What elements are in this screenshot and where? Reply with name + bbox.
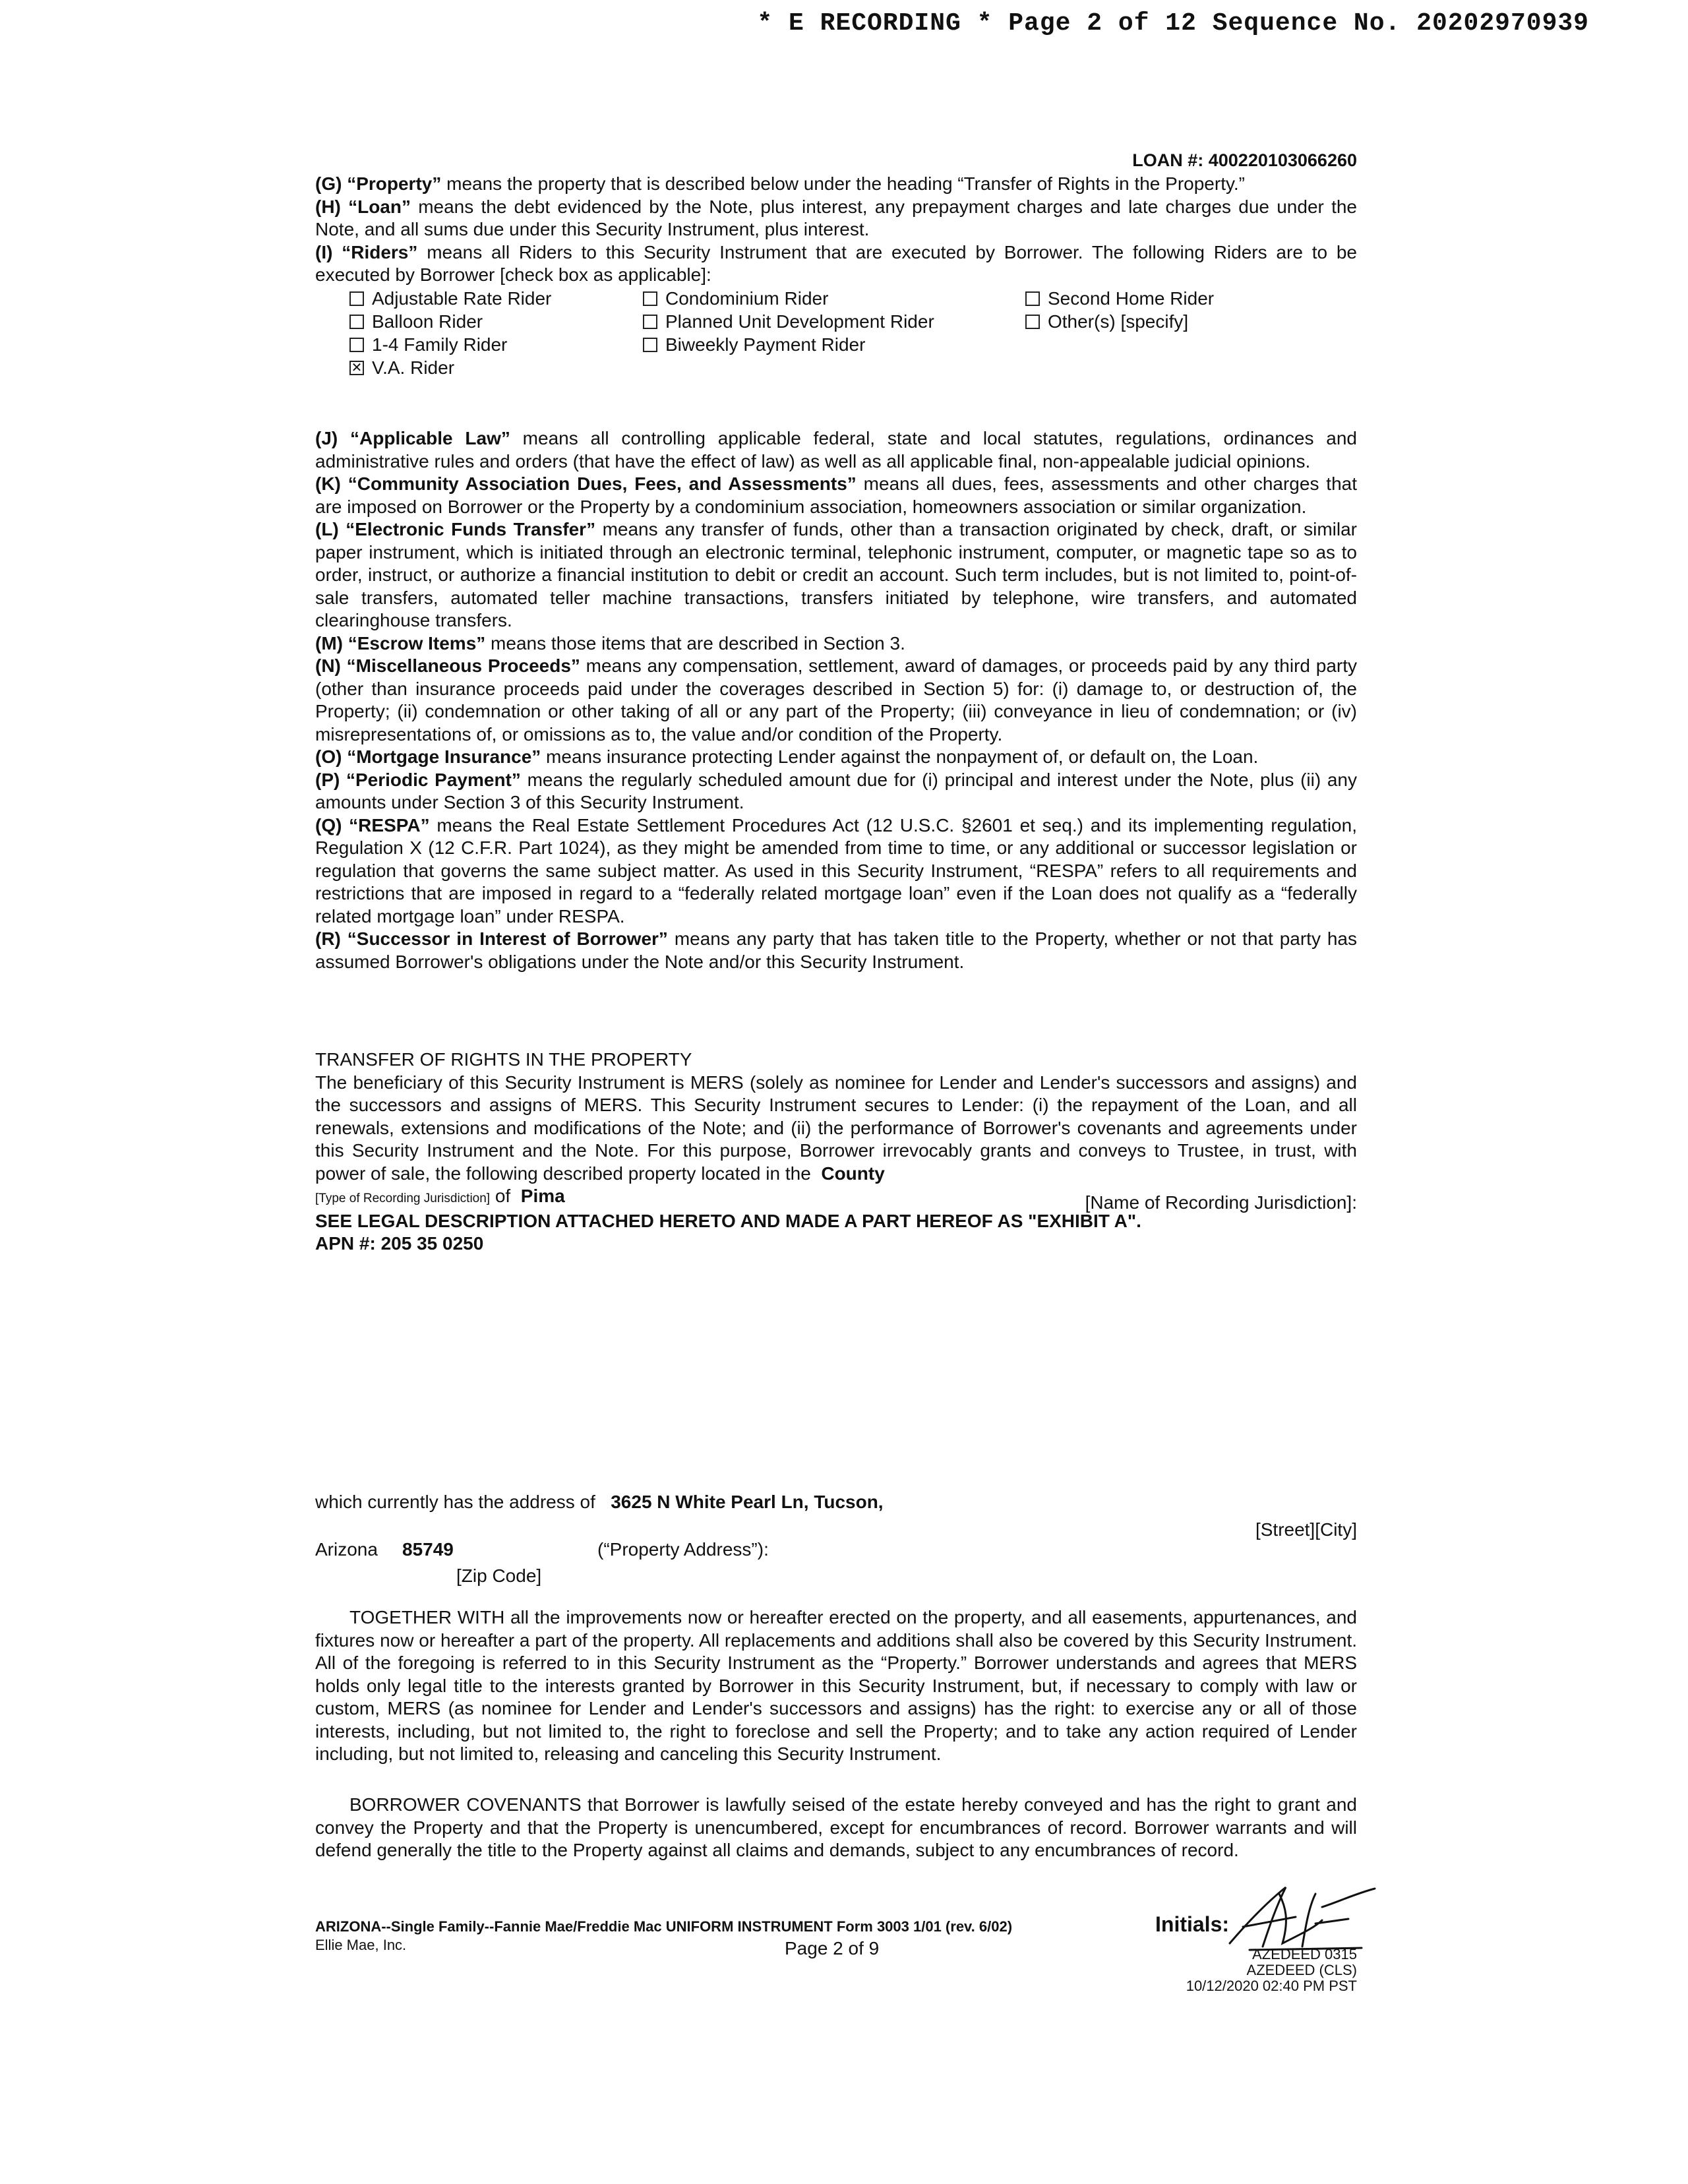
address-line [315,1492,884,1513]
rider-1-4-family[interactable] [349,334,507,355]
definition-k [315,473,1357,518]
definition-p [315,769,1357,814]
definition-term: (Q) “RESPA” [315,814,430,835]
apn-number: APN #: 205 35 0250 [315,1233,484,1254]
stamp-line-1: AZEDEED 0315 [1252,1946,1357,1962]
rider-label: Condominium Rider [665,288,829,309]
state-name: Arizona [315,1539,378,1560]
definition-text: means any transfer of funds, other than a transaction originated by check, draft, or similar paper instrument, which is initiated through an electronic terminal, telephonic instrument, computer, or magnetic tape so as to order, instruct, or authorize a financial institution to debit or credit an account. Such term includes, but is not limited to, point-of-sale transfers, automated teller machine transactions, transfers initiated by telephone, wire transfers, and automated clearinghouse transfers. [315,519,1358,630]
covenants-text: BORROWER COVENANTS that Borrower is lawfully seised of the estate hereby conveyed and has the right to grant and convey the Property and that the Property is unencumbered, except for encumbrances of record. Borrower warrants and will defend generally the title to the Property against all claims and demands, subject to any encumbrances of record. [315,1794,1357,1860]
definition-text: means any party that has taken title to the Property, whether or not that party has assumed Borrower's obligations under the Note and/or this Security Instrument. [315,928,1357,972]
checkbox[interactable] [349,338,364,352]
riders-checklist [349,288,1378,380]
initials-label: Initials: [1155,1912,1230,1936]
definition-term: (N) “Miscellaneous Proceeds” [315,655,580,676]
definition-text: means the regularly scheduled amount due for (i) principal and interest under the Note, plus (ii) any amounts under Section 3 of this Security Instrument. [315,769,1357,812]
page-number: Page 2 of 9 [785,1938,880,1958]
definition-text: means all Riders to this Security Instrument that are executed by Borrower. The following Riders are to be executed by Borrower [check box as applicable]: [315,241,1358,285]
definition-m [315,632,1357,655]
definition-text: means all dues, fees, assessments and other charges that are imposed on Borrower or the Property by a condominium association, homeowners association or similar organization. [315,473,1358,517]
rider-label: 1-4 Family Rider [372,334,508,355]
definition-term: (L) “Electronic Funds Transfer” [315,519,596,539]
street-city: 3625 N White Pearl Ln, Tucson, [611,1492,884,1512]
loan-number: LOAN #: 400220103066260 [1132,150,1357,170]
definition-r [315,928,1357,973]
zip-label: [Zip Code] [456,1565,542,1586]
definition-h [315,196,1357,241]
recording-stamp [1186,1947,1357,1994]
definition-l [315,518,1357,632]
transfer-section [315,1048,1357,1185]
stamp-line-2: AZEDEED (CLS) [1246,1962,1357,1978]
transfer-body: The beneficiary of this Security Instrument is MERS (solely as nominee for Lender and Lender's successors and assigns) and the successors and assigns of MERS. This Security Instrument secures to Lender: (i) the repayment of the Loan, and all renewals, extensions and modifications of the Note; and (ii) the performance of Borrower's covenants and agreements under this Security Instrument and the Note. For this purpose, Borrower irrevocably grants and conveys to Trustee, in trust, with power of sale, the following described property located in the [315,1072,1357,1184]
rider-label: Other(s) [specify] [1048,311,1189,332]
together-with-paragraph [315,1606,1357,1766]
street-city-label: [Street][City] [1255,1519,1357,1540]
rider-label: Adjustable Rate Rider [372,288,552,309]
definition-term: (O) “Mortgage Insurance” [315,746,541,767]
definition-j [315,427,1357,473]
recording-header: * E RECORDING * Page 2 of 12 Sequence No. 20202970939 [757,9,1589,38]
stamp-line-3: 10/12/2020 02:40 PM PST [1186,1978,1357,1994]
rider-biweekly[interactable] [643,334,865,355]
checkbox[interactable] [1025,315,1040,329]
checkbox-checked[interactable]: ✕ [349,361,364,375]
rider-label: Biweekly Payment Rider [665,334,866,355]
definition-term: (K) “Community Association Dues, Fees, and Assessments” [315,473,857,494]
address-prefix: which currently has the address of [315,1492,595,1512]
definition-g [315,173,1357,196]
covenants-paragraph [315,1794,1357,1862]
form-identifier: ARIZONA--Single Family--Fannie Mae/Freddie Mac UNIFORM INSTRUMENT Form 3003 1/01 (rev. 6/02) [315,1918,1013,1935]
legal-description: SEE LEGAL DESCRIPTION ATTACHED HERETO AND MADE A PART HEREOF AS "EXHIBIT A". [315,1211,1141,1231]
rider-label: Balloon Rider [372,311,483,332]
definition-text: means the property that is described below under the heading “Transfer of Rights in the Property.” [441,173,1246,194]
checkbox[interactable] [1025,291,1040,306]
form-footer [315,1918,1012,1955]
transfer-text [315,1072,1357,1186]
name-label: [Name of Recording Jurisdiction]: [1085,1192,1357,1213]
definition-term: (G) “Property” [315,173,442,194]
property-address-label: (“Property Address”): [597,1539,769,1560]
rider-second-home[interactable] [1025,288,1214,309]
definition-term: (I) “Riders” [315,241,418,262]
definition-term: (R) “Successor in Interest of Borrower” [315,928,668,949]
checkbox[interactable] [643,291,657,306]
rider-balloon[interactable] [349,311,483,332]
rider-label: Planned Unit Development Rider [665,311,934,332]
type-label: [Type of Recording Jurisdiction] [315,1192,491,1205]
rider-other[interactable] [1025,311,1188,332]
definition-text: means insurance protecting Lender against the nonpayment of, or default on, the Loan. [541,746,1259,767]
rider-condominium[interactable] [643,288,828,309]
county-word: County [821,1163,885,1184]
together-text: TOGETHER WITH all the improvements now or hereafter erected on the property, and all easements, appurtenances, and fixtures now or hereafter a part of the property. All replacements and additions shall also be covered by this Security Instrument. All of the foregoing is referred to in this Security Instrument as the “Property.” Borrower understands and agrees that MERS holds only legal title to the interests granted by Borrower in this Security Instrument, but, if necessary to comply with law or custom, MERS (as nominee for Lender and Lender's successors and assigns) has the right: to exercise any or all of those interests, including, but not limited to, the right to foreclose and sell the Property; and to take any action required of Lender including, but not limited to, releasing and canceling this Security Instrument. [315,1607,1357,1764]
definition-text: means those items that are described in Section 3. [485,632,905,653]
definition-term: (M) “Escrow Items” [315,632,486,653]
rider-adjustable-rate[interactable] [349,288,551,309]
checkbox[interactable] [349,315,364,329]
definitions-top [315,173,1357,287]
definition-text: means the Real Estate Settlement Procedures Act (12 U.S.C. §2601 et seq.) and its implementing regulation, Regulation X (12 C.F.R. Part 1024), as they might be amended from time to time, or any additional or successor legislation or regulation that governs the same subject matter. As used in this Security Instrument, “RESPA” refers to all requirements and restrictions that are imposed in regard to a “federally related mortgage loan” even if the Loan does not qualify as a “federally related mortgage loan” under RESPA. [315,814,1357,926]
definition-text: means the debt evidenced by the Note, plus interest, any prepayment charges and late charges due under the Note, and all sums due under this Security Instrument, plus interest. [315,196,1358,239]
definitions-main [315,427,1357,973]
definition-i [315,241,1357,287]
checkbox[interactable] [643,315,657,329]
jurisdiction-name: Pima [520,1186,565,1206]
definition-term: (P) “Periodic Payment” [315,769,521,790]
definition-text: means all controlling applicable federal, state and local statutes, regulations, ordinances and administrative rules and orders (that have the effect of law) as well as all applicable final, non-appealable judicial opinions. [315,428,1357,471]
rider-va[interactable] [349,357,454,379]
zip-code: 85749 [402,1539,454,1560]
definition-q [315,814,1357,928]
transfer-heading: TRANSFER OF RIGHTS IN THE PROPERTY [315,1049,692,1070]
of-word: of [495,1186,511,1206]
rider-pud[interactable] [643,311,934,332]
definition-text: means any compensation, settlement, award of damages, or proceeds paid by any third party (other than insurance proceeds paid under the coverages described in Section 5) for: (i) damage to, or destruction of, the Property; (ii) condemnation or other taking of all or any part of the Property; (iii) conveyance in lieu of condemnation; or (iv) misrepresentations of, or omissions as to, the value and/or condition of the Property. [315,655,1357,744]
checkbox[interactable] [643,338,657,352]
definition-term: (H) “Loan” [315,196,411,217]
definition-o [315,746,1357,769]
definition-n [315,655,1357,746]
jurisdiction-line [315,1186,565,1207]
rider-label: V.A. Rider [372,357,455,378]
definition-term: (J) “Applicable Law” [315,428,510,448]
vendor-name: Ellie Mae, Inc. [315,1937,407,1953]
rider-label: Second Home Rider [1048,288,1215,309]
checkbox[interactable] [349,291,364,306]
